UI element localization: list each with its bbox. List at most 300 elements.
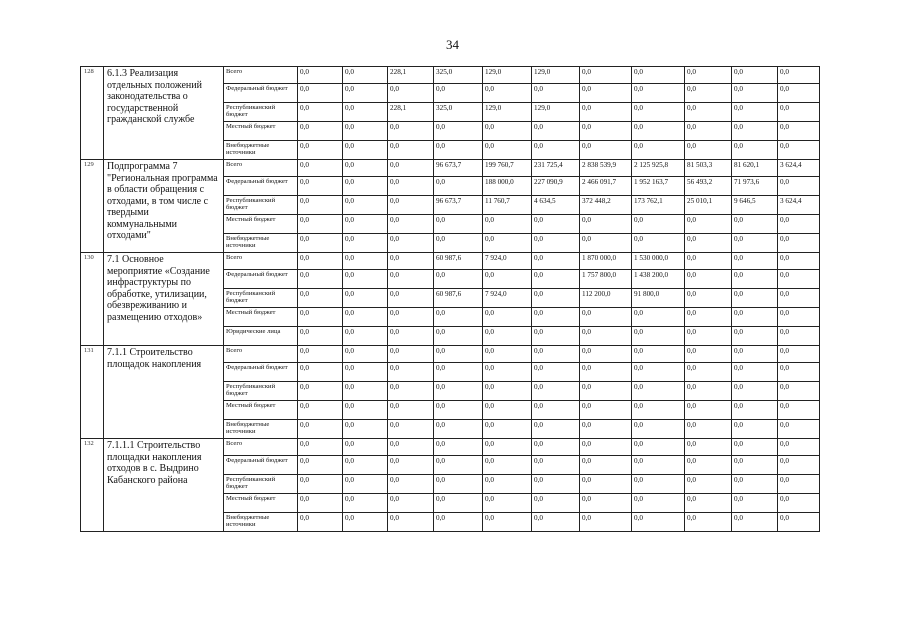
value-cell: 0,0 [778, 215, 820, 234]
value-cell: 0,0 [298, 401, 343, 420]
value-cell: 0,0 [778, 439, 820, 456]
value-cell: 0,0 [483, 270, 532, 289]
value-cell: 0,0 [685, 289, 732, 308]
value-cell: 3 624,4 [778, 196, 820, 215]
value-cell: 0,0 [685, 363, 732, 382]
value-cell: 0,0 [685, 513, 732, 532]
value-cell: 0,0 [732, 346, 778, 363]
value-cell: 0,0 [778, 177, 820, 196]
value-cell: 0,0 [632, 141, 685, 160]
value-cell: 1 438 200,0 [632, 270, 685, 289]
value-cell: 0,0 [532, 234, 580, 253]
value-cell: 0,0 [343, 439, 388, 456]
funding-source: Всего [224, 439, 298, 456]
value-cell: 0,0 [732, 401, 778, 420]
value-cell: 0,0 [343, 401, 388, 420]
value-cell: 0,0 [298, 513, 343, 532]
value-cell: 0,0 [632, 439, 685, 456]
value-cell: 0,0 [434, 177, 483, 196]
value-cell: 0,0 [778, 346, 820, 363]
value-cell: 0,0 [778, 420, 820, 439]
value-cell: 0,0 [532, 215, 580, 234]
value-cell: 0,0 [580, 308, 632, 327]
value-cell: 11 760,7 [483, 196, 532, 215]
funding-source: Юридические лица [224, 327, 298, 346]
value-cell: 0,0 [632, 475, 685, 494]
value-cell: 0,0 [388, 196, 434, 215]
value-cell: 0,0 [532, 363, 580, 382]
value-cell: 0,0 [434, 513, 483, 532]
value-cell: 0,0 [343, 215, 388, 234]
value-cell: 0,0 [434, 420, 483, 439]
value-cell: 0,0 [434, 270, 483, 289]
value-cell: 0,0 [298, 84, 343, 103]
funding-source: Местный бюджет [224, 308, 298, 327]
value-cell: 0,0 [298, 308, 343, 327]
value-cell: 0,0 [388, 327, 434, 346]
value-cell: 3 624,4 [778, 160, 820, 177]
value-cell: 0,0 [343, 234, 388, 253]
value-cell: 0,0 [343, 122, 388, 141]
value-cell: 0,0 [632, 401, 685, 420]
value-cell: 0,0 [483, 420, 532, 439]
value-cell: 0,0 [732, 494, 778, 513]
value-cell: 0,0 [483, 234, 532, 253]
value-cell: 0,0 [298, 103, 343, 122]
value-cell: 0,0 [778, 382, 820, 401]
value-cell: 81 503,3 [685, 160, 732, 177]
value-cell: 0,0 [483, 327, 532, 346]
value-cell: 0,0 [685, 456, 732, 475]
value-cell: 0,0 [483, 215, 532, 234]
value-cell: 0,0 [632, 363, 685, 382]
value-cell: 0,0 [580, 327, 632, 346]
value-cell: 0,0 [483, 84, 532, 103]
value-cell: 0,0 [732, 84, 778, 103]
value-cell: 0,0 [685, 215, 732, 234]
table-row [81, 67, 820, 84]
value-cell: 0,0 [434, 122, 483, 141]
value-cell: 0,0 [298, 141, 343, 160]
value-cell: 0,0 [388, 122, 434, 141]
value-cell: 0,0 [483, 401, 532, 420]
table-row [81, 439, 820, 456]
value-cell: 227 090,9 [532, 177, 580, 196]
value-cell: 0,0 [732, 141, 778, 160]
value-cell: 0,0 [343, 289, 388, 308]
value-cell: 0,0 [778, 308, 820, 327]
row-number: 130 [81, 253, 104, 346]
value-cell: 0,0 [580, 67, 632, 84]
value-cell: 0,0 [298, 456, 343, 475]
value-cell: 0,0 [532, 513, 580, 532]
value-cell: 0,0 [685, 141, 732, 160]
value-cell: 0,0 [732, 308, 778, 327]
value-cell: 1 952 163,7 [632, 177, 685, 196]
value-cell: 0,0 [778, 141, 820, 160]
value-cell: 0,0 [483, 122, 532, 141]
value-cell: 0,0 [732, 382, 778, 401]
value-cell: 0,0 [685, 382, 732, 401]
value-cell: 0,0 [632, 420, 685, 439]
value-cell: 0,0 [580, 103, 632, 122]
value-cell: 7 924,0 [483, 253, 532, 270]
funding-source: Республиканский бюджет [224, 196, 298, 215]
value-cell: 0,0 [388, 253, 434, 270]
value-cell: 0,0 [434, 439, 483, 456]
value-cell: 0,0 [298, 177, 343, 196]
funding-source: Всего [224, 67, 298, 84]
value-cell: 0,0 [298, 196, 343, 215]
value-cell: 0,0 [632, 308, 685, 327]
value-cell: 9 646,5 [732, 196, 778, 215]
value-cell: 199 760,7 [483, 160, 532, 177]
funding-source: Республиканский бюджет [224, 475, 298, 494]
value-cell: 0,0 [388, 439, 434, 456]
value-cell: 0,0 [434, 494, 483, 513]
funding-source: Внебюджетные источники [224, 234, 298, 253]
funding-source: Федеральный бюджет [224, 456, 298, 475]
value-cell: 1 757 800,0 [580, 270, 632, 289]
row-number: 128 [81, 67, 104, 160]
value-cell: 0,0 [778, 234, 820, 253]
value-cell: 0,0 [343, 420, 388, 439]
value-cell: 0,0 [580, 439, 632, 456]
value-cell: 81 620,1 [732, 160, 778, 177]
value-cell: 0,0 [343, 346, 388, 363]
value-cell: 0,0 [388, 84, 434, 103]
funding-source: Всего [224, 346, 298, 363]
value-cell: 0,0 [298, 475, 343, 494]
funding-source: Внебюджетные источники [224, 420, 298, 439]
program-name: 7.1.1 Строительство площадок накопления [104, 346, 224, 439]
value-cell: 0,0 [343, 196, 388, 215]
value-cell: 60 987,6 [434, 253, 483, 270]
value-cell: 0,0 [298, 289, 343, 308]
value-cell: 325,0 [434, 103, 483, 122]
value-cell: 0,0 [298, 327, 343, 346]
value-cell: 0,0 [343, 141, 388, 160]
value-cell: 0,0 [388, 270, 434, 289]
row-number: 131 [81, 346, 104, 439]
funding-source: Республиканский бюджет [224, 289, 298, 308]
value-cell: 0,0 [532, 289, 580, 308]
value-cell: 0,0 [580, 141, 632, 160]
row-number: 129 [81, 160, 104, 253]
value-cell: 0,0 [685, 103, 732, 122]
funding-source: Федеральный бюджет [224, 84, 298, 103]
value-cell: 0,0 [343, 177, 388, 196]
value-cell: 0,0 [732, 363, 778, 382]
value-cell: 0,0 [388, 141, 434, 160]
value-cell: 0,0 [388, 346, 434, 363]
page-number: 34 [446, 37, 459, 52]
value-cell: 0,0 [778, 270, 820, 289]
value-cell: 0,0 [632, 456, 685, 475]
value-cell: 0,0 [580, 363, 632, 382]
value-cell: 0,0 [580, 346, 632, 363]
value-cell: 0,0 [580, 234, 632, 253]
value-cell: 0,0 [343, 84, 388, 103]
program-name: Подпрограмма 7 "Региональная программа в области обращения с отходами, в том числе с твердыми коммунальными отходами" [104, 160, 224, 253]
value-cell: 0,0 [685, 494, 732, 513]
value-cell: 91 800,0 [632, 289, 685, 308]
funding-source: Местный бюджет [224, 215, 298, 234]
value-cell: 1 530 000,0 [632, 253, 685, 270]
value-cell: 0,0 [580, 382, 632, 401]
row-number: 132 [81, 439, 104, 532]
value-cell: 0,0 [580, 84, 632, 103]
value-cell: 0,0 [298, 215, 343, 234]
value-cell: 0,0 [532, 346, 580, 363]
value-cell: 0,0 [632, 67, 685, 84]
value-cell: 0,0 [388, 475, 434, 494]
value-cell: 0,0 [343, 475, 388, 494]
value-cell: 0,0 [632, 513, 685, 532]
program-name: 7.1 Основное мероприятие «Создание инфраструктуры по обработке, утилизации, обезвреживанию и размещению отходов» [104, 253, 224, 346]
funding-source: Республиканский бюджет [224, 382, 298, 401]
value-cell: 0,0 [732, 122, 778, 141]
table-row [81, 346, 820, 363]
value-cell: 0,0 [778, 122, 820, 141]
value-cell: 0,0 [732, 289, 778, 308]
value-cell: 0,0 [483, 308, 532, 327]
value-cell: 0,0 [532, 382, 580, 401]
value-cell: 0,0 [483, 439, 532, 456]
value-cell: 188 000,0 [483, 177, 532, 196]
value-cell: 0,0 [298, 160, 343, 177]
value-cell: 0,0 [343, 456, 388, 475]
value-cell: 0,0 [632, 346, 685, 363]
value-cell: 0,0 [685, 346, 732, 363]
value-cell: 0,0 [732, 456, 778, 475]
value-cell: 0,0 [434, 382, 483, 401]
value-cell: 0,0 [632, 84, 685, 103]
program-name: 6.1.3 Реализация отдельных положений законодательства о государственной гражданской службе [104, 67, 224, 160]
value-cell: 0,0 [732, 439, 778, 456]
funding-source: Внебюджетные источники [224, 141, 298, 160]
value-cell: 0,0 [343, 382, 388, 401]
value-cell: 0,0 [532, 141, 580, 160]
value-cell: 0,0 [343, 513, 388, 532]
value-cell: 0,0 [632, 122, 685, 141]
value-cell: 0,0 [685, 420, 732, 439]
value-cell: 129,0 [483, 103, 532, 122]
value-cell: 0,0 [685, 253, 732, 270]
funding-source: Внебюджетные источники [224, 513, 298, 532]
value-cell: 0,0 [685, 401, 732, 420]
value-cell: 325,0 [434, 67, 483, 84]
value-cell: 0,0 [388, 160, 434, 177]
value-cell: 56 493,2 [685, 177, 732, 196]
value-cell: 0,0 [732, 327, 778, 346]
program-name: 7.1.1.1 Строительство площадки накопления отходов в с. Выдрино Кабанского района [104, 439, 224, 532]
value-cell: 0,0 [298, 494, 343, 513]
value-cell: 0,0 [388, 177, 434, 196]
value-cell: 0,0 [532, 270, 580, 289]
value-cell: 0,0 [532, 420, 580, 439]
value-cell: 96 673,7 [434, 196, 483, 215]
value-cell: 0,0 [732, 420, 778, 439]
value-cell: 0,0 [778, 84, 820, 103]
value-cell: 0,0 [685, 234, 732, 253]
value-cell: 0,0 [580, 122, 632, 141]
value-cell: 0,0 [298, 234, 343, 253]
value-cell: 372 448,2 [580, 196, 632, 215]
value-cell: 0,0 [778, 494, 820, 513]
value-cell: 0,0 [483, 141, 532, 160]
funding-source: Местный бюджет [224, 122, 298, 141]
value-cell: 96 673,7 [434, 160, 483, 177]
value-cell: 0,0 [343, 253, 388, 270]
value-cell: 60 987,6 [434, 289, 483, 308]
value-cell: 0,0 [778, 253, 820, 270]
value-cell: 0,0 [483, 475, 532, 494]
value-cell: 0,0 [778, 289, 820, 308]
value-cell: 7 924,0 [483, 289, 532, 308]
value-cell: 0,0 [778, 363, 820, 382]
value-cell: 71 973,6 [732, 177, 778, 196]
funding-source: Федеральный бюджет [224, 363, 298, 382]
value-cell: 2 466 091,7 [580, 177, 632, 196]
value-cell: 0,0 [732, 67, 778, 84]
value-cell: 0,0 [732, 215, 778, 234]
value-cell: 0,0 [483, 346, 532, 363]
value-cell: 0,0 [343, 308, 388, 327]
value-cell: 0,0 [343, 494, 388, 513]
funding-source: Всего [224, 160, 298, 177]
value-cell: 0,0 [632, 327, 685, 346]
value-cell: 0,0 [685, 439, 732, 456]
value-cell: 0,0 [685, 308, 732, 327]
value-cell: 0,0 [632, 215, 685, 234]
value-cell: 0,0 [778, 103, 820, 122]
value-cell: 0,0 [685, 84, 732, 103]
table-row [81, 253, 820, 270]
value-cell: 0,0 [298, 439, 343, 456]
value-cell: 0,0 [732, 253, 778, 270]
value-cell: 0,0 [685, 67, 732, 84]
value-cell: 0,0 [532, 253, 580, 270]
value-cell: 0,0 [434, 141, 483, 160]
value-cell: 0,0 [483, 363, 532, 382]
value-cell: 0,0 [483, 513, 532, 532]
value-cell: 0,0 [298, 363, 343, 382]
funding-source: Федеральный бюджет [224, 270, 298, 289]
value-cell: 0,0 [343, 160, 388, 177]
value-cell: 0,0 [580, 456, 632, 475]
value-cell: 0,0 [778, 456, 820, 475]
value-cell: 0,0 [778, 67, 820, 84]
value-cell: 228,1 [388, 67, 434, 84]
value-cell: 0,0 [298, 346, 343, 363]
value-cell: 4 634,5 [532, 196, 580, 215]
value-cell: 0,0 [343, 363, 388, 382]
value-cell: 25 010,1 [685, 196, 732, 215]
value-cell: 0,0 [580, 215, 632, 234]
value-cell: 0,0 [434, 346, 483, 363]
value-cell: 0,0 [778, 475, 820, 494]
value-cell: 0,0 [298, 382, 343, 401]
value-cell: 0,0 [580, 494, 632, 513]
value-cell: 0,0 [778, 513, 820, 532]
funding-source: Всего [224, 253, 298, 270]
value-cell: 0,0 [388, 513, 434, 532]
value-cell: 0,0 [685, 122, 732, 141]
value-cell: 173 762,1 [632, 196, 685, 215]
value-cell: 1 870 000,0 [580, 253, 632, 270]
value-cell: 0,0 [343, 67, 388, 84]
value-cell: 0,0 [434, 308, 483, 327]
value-cell: 0,0 [532, 401, 580, 420]
value-cell: 0,0 [580, 420, 632, 439]
value-cell: 0,0 [532, 456, 580, 475]
value-cell: 0,0 [778, 327, 820, 346]
value-cell: 0,0 [580, 513, 632, 532]
funding-source: Федеральный бюджет [224, 177, 298, 196]
budget-table [80, 66, 820, 532]
value-cell: 0,0 [732, 234, 778, 253]
table-row [81, 160, 820, 177]
value-cell: 0,0 [388, 363, 434, 382]
value-cell: 0,0 [388, 289, 434, 308]
value-cell: 0,0 [532, 475, 580, 494]
value-cell: 0,0 [343, 270, 388, 289]
value-cell: 0,0 [388, 382, 434, 401]
value-cell: 0,0 [434, 401, 483, 420]
value-cell: 228,1 [388, 103, 434, 122]
value-cell: 0,0 [685, 270, 732, 289]
value-cell: 0,0 [778, 401, 820, 420]
value-cell: 0,0 [632, 234, 685, 253]
value-cell: 0,0 [532, 327, 580, 346]
value-cell: 0,0 [434, 234, 483, 253]
value-cell: 0,0 [434, 215, 483, 234]
value-cell: 0,0 [532, 84, 580, 103]
value-cell: 0,0 [632, 382, 685, 401]
value-cell: 0,0 [732, 270, 778, 289]
value-cell: 0,0 [388, 308, 434, 327]
value-cell: 129,0 [532, 103, 580, 122]
value-cell: 0,0 [632, 494, 685, 513]
value-cell: 112 200,0 [580, 289, 632, 308]
value-cell: 0,0 [343, 327, 388, 346]
value-cell: 2 125 925,8 [632, 160, 685, 177]
value-cell: 0,0 [732, 513, 778, 532]
value-cell: 0,0 [298, 253, 343, 270]
value-cell: 0,0 [483, 382, 532, 401]
value-cell: 129,0 [483, 67, 532, 84]
value-cell: 0,0 [298, 122, 343, 141]
funding-source: Местный бюджет [224, 401, 298, 420]
funding-source: Местный бюджет [224, 494, 298, 513]
funding-source: Республиканский бюджет [224, 103, 298, 122]
value-cell: 0,0 [388, 494, 434, 513]
value-cell: 0,0 [388, 215, 434, 234]
value-cell: 0,0 [298, 67, 343, 84]
value-cell: 0,0 [388, 456, 434, 475]
value-cell: 0,0 [732, 103, 778, 122]
value-cell: 0,0 [580, 475, 632, 494]
value-cell: 0,0 [483, 494, 532, 513]
value-cell: 0,0 [388, 420, 434, 439]
value-cell: 0,0 [532, 439, 580, 456]
value-cell: 129,0 [532, 67, 580, 84]
value-cell: 0,0 [532, 122, 580, 141]
value-cell: 0,0 [343, 103, 388, 122]
value-cell: 0,0 [632, 103, 685, 122]
value-cell: 0,0 [388, 234, 434, 253]
